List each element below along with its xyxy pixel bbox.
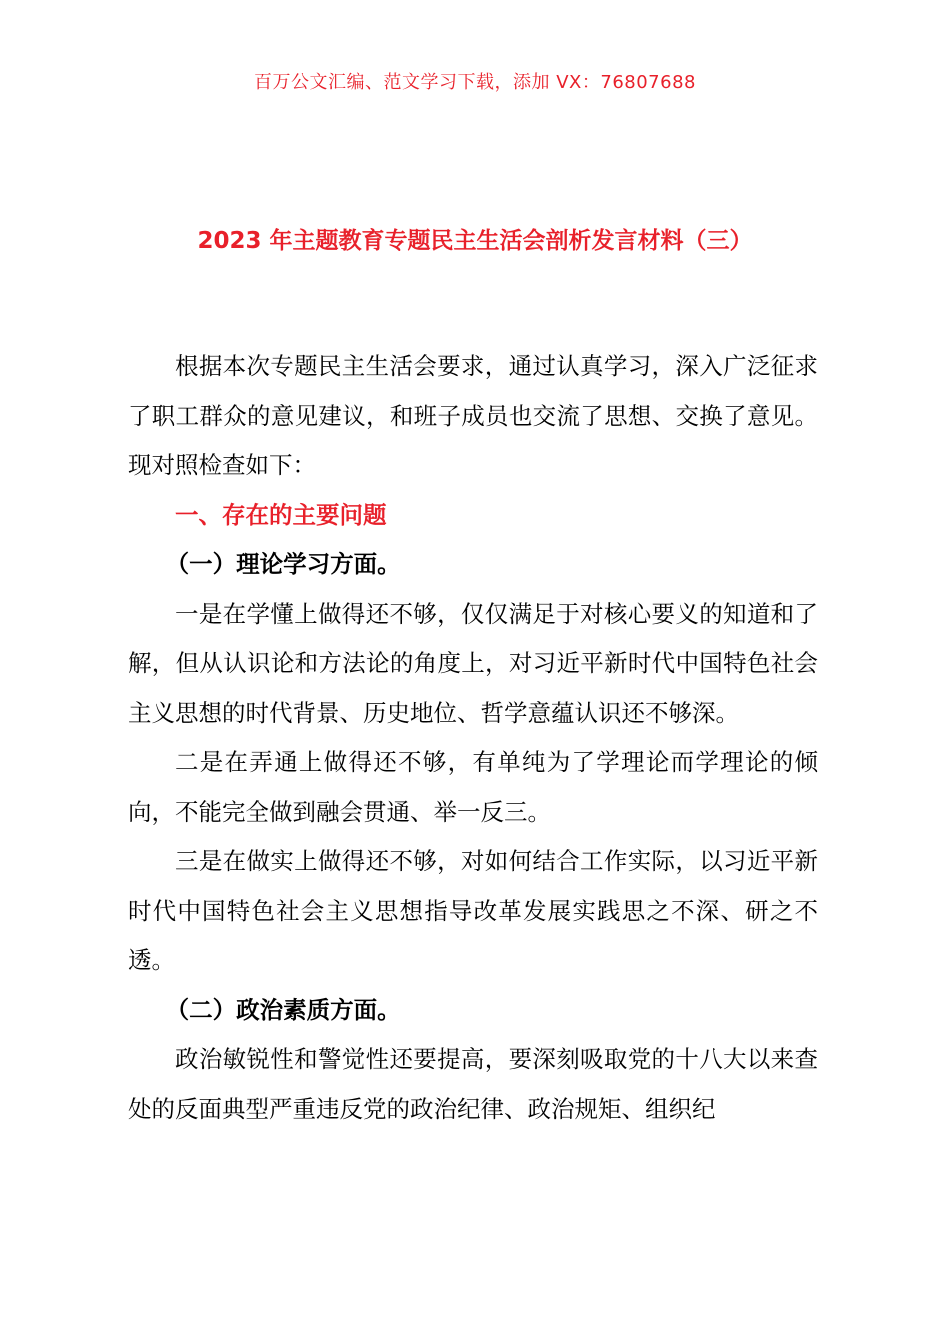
document-body: [128, 342, 818, 1134]
paragraph-theory-1: 一是在学懂上做得还不够，仅仅满足于对核心要义的知道和了解，但从认识论和方法论的角度上，对习近平新时代中国特色社会主义思想的时代背景、历史地位、哲学意蕴认识还不够深。: [128, 599, 818, 727]
subsection-heading-theory: （一）理论学习方面。: [165, 550, 401, 578]
document-title: 2023 年主题教育专题民主生活会剖析发言材料（三）: [197, 228, 753, 254]
subsection-heading-political: （二）政治素质方面。: [165, 995, 401, 1024]
section-heading: 一、存在的主要问题: [175, 500, 387, 529]
header-note: 百万公文汇编、范文学习下载，添加 VX：76807688: [254, 72, 696, 93]
intro-paragraph: 根据本次专题民主生活会要求，通过认真学习，深入广泛征求了职工群众的意见建议，和班子成员也交流了思想、交换了意见。现对照检查如下：: [128, 352, 818, 479]
paragraph-theory-2: 二是在弄通上做得还不够，有单纯为了学理论而学理论的倾向，不能完全做到融会贯通、举一反三。: [128, 748, 818, 826]
paragraph-theory-3: 三是在做实上做得还不够，对如何结合工作实际，以习近平新时代中国特色社会主义思想指导改革发展实践思之不深、研之不透。: [128, 847, 818, 974]
paragraph-political-1: 政治敏锐性和警觉性还要提高，要深刻吸取党的十八大以来查处的反面典型严重违反党的政治纪律、政治规矩、组织纪: [128, 1045, 818, 1123]
